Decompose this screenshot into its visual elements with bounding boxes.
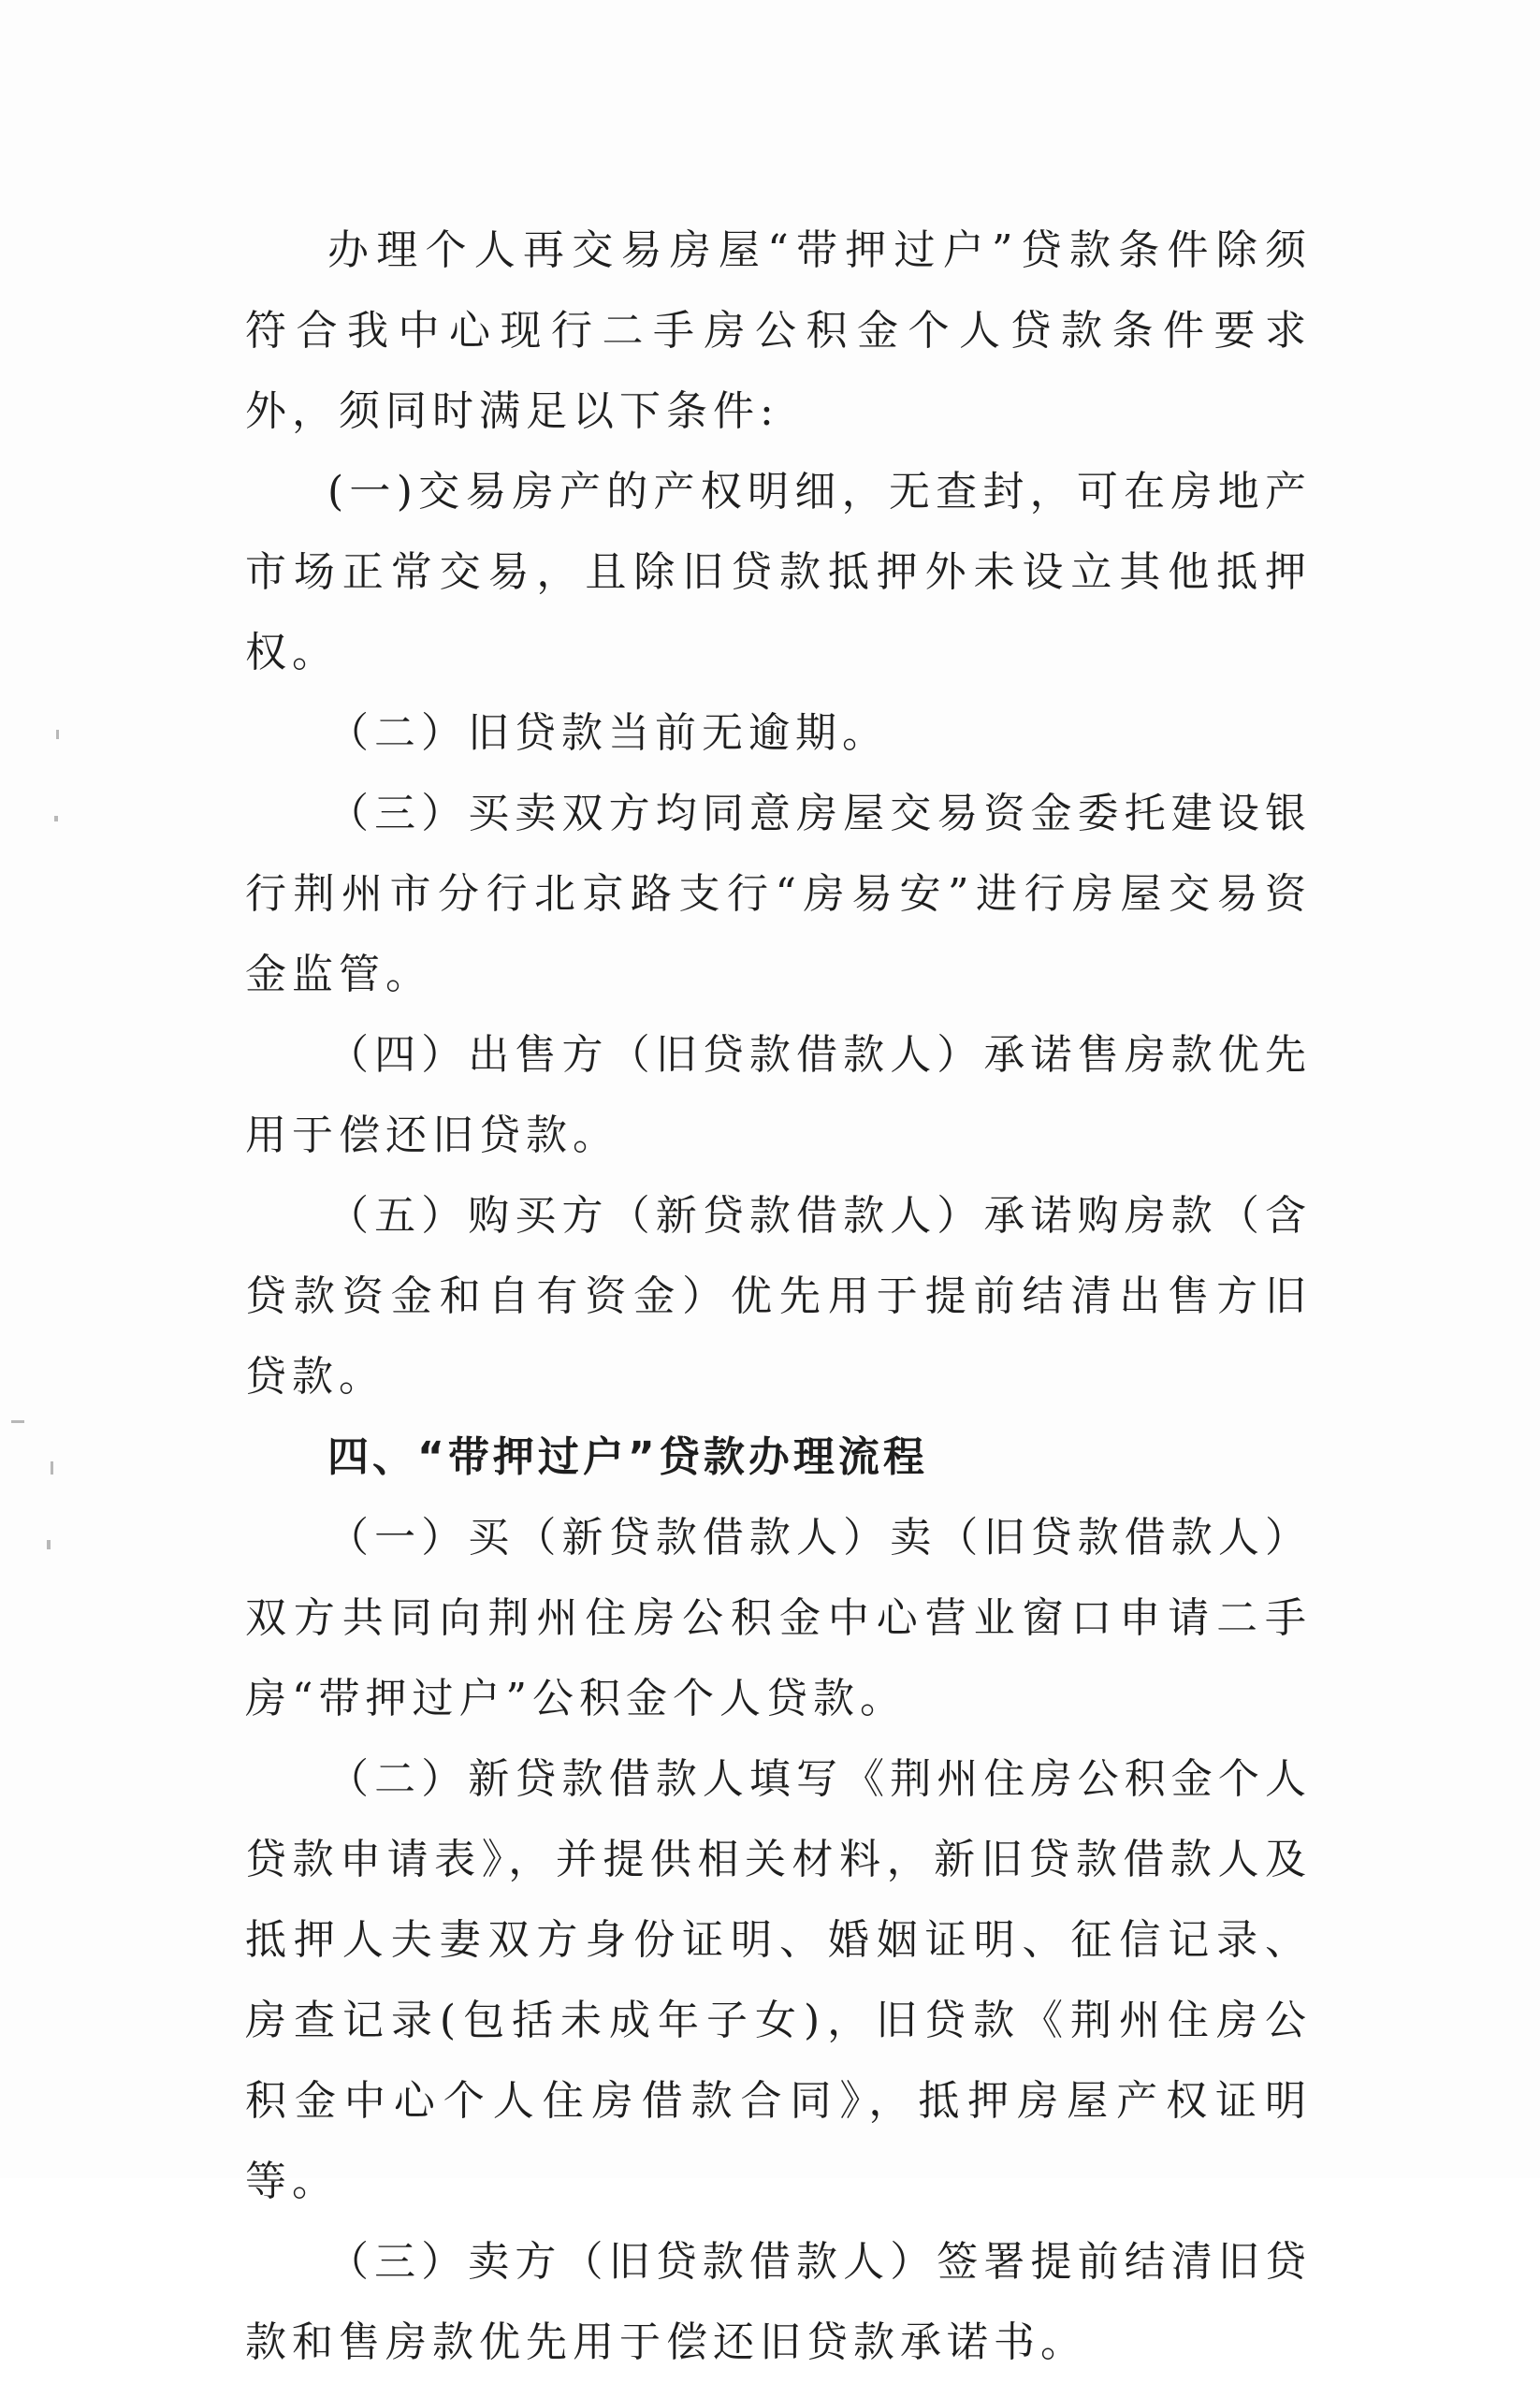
paragraph-condition-2: （二）旧贷款当前无逾期。 [327,709,889,757]
paragraph-process-1: （一）买（新贷款借款人）卖（旧贷款借款人）双方共同向荆州住房公积金中心营业窗口申请二手房“带押过户”公积金个人贷款。 [245,1514,1312,1722]
paragraph-condition-4: （四）出售方（旧贷款借款人）承诺售房款优先用于偿还旧贷款。 [245,1031,1312,1159]
scan-mark [47,1540,51,1549]
scan-mark [56,730,59,739]
paragraph-condition-5: （五）购买方（新贷款借款人）承诺购房款（含贷款资金和自有资金）优先用于提前结清出售方旧贷款。 [245,1192,1312,1401]
scan-mark [54,816,58,821]
document-body [245,211,1312,2383]
paragraph-process-3: （三）卖方（旧贷款借款人）签署提前结清旧贷款和售房款优先用于偿还旧贷款承诺书。 [245,2238,1312,2366]
paragraph-process-2: （二）新贷款借款人填写《荆州住房公积金个人贷款申请表》，并提供相关材料，新旧贷款借款人及抵押人夫妻双方身份证明、婚姻证明、征信记录、房查记录(包括未成年子女)，旧贷款《荆州住房公积金中心个人住房借款合同》，抵押房屋产权证明等。 [245,1755,1312,2205]
paragraph-condition-3: （三）买卖双方均同意房屋交易资金委托建设银行荆州市分行北京路支行“房易安”进行房屋交易资金监管。 [245,790,1312,998]
scan-mark [11,1420,24,1423]
paragraph-intro: 办理个人再交易房屋“带押过户”贷款条件除须符合我中心现行二手房公积金个人贷款条件要求外，须同时满足以下条件: [245,226,1312,435]
scan-mark [51,1461,53,1475]
paragraph-condition-1: (一)交易房产的产权明细，无查封，可在房地产市场正常交易，且除旧贷款抵押外未设立其他抵押权。 [245,468,1312,676]
section-heading: 四、“带押过户”贷款办理流程 [327,1433,928,1481]
